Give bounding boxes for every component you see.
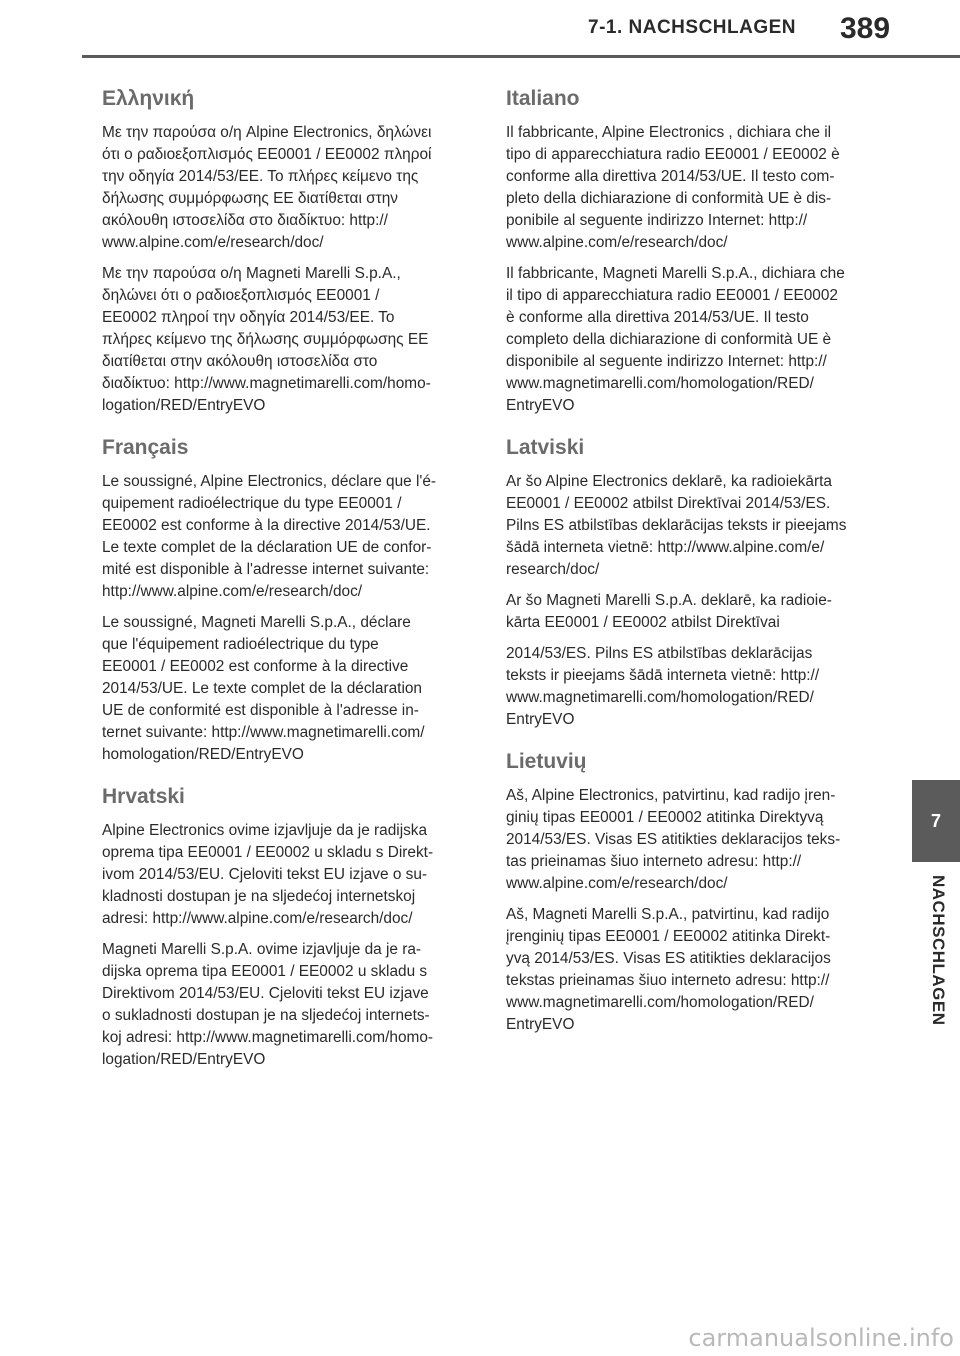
section-lithuanian: [506, 749, 870, 1036]
paragraph: 2014/53/ES. Pilns ES atbilstības deklarācijas teksts ir pieejams šādā interneta vietnē: http:// www.magnetimarelli.com/homologation/RED/ EntryEVO: [506, 645, 820, 728]
paragraph: Με την παρούσα ο/η Magneti Marelli S.p.A., δηλώνει ότι ο ραδιοεξοπλισμός EE0001 / EE0002 πληροί την οδηγία 2014/53/ΕΕ. Το πλήρες κείμενο της δήλωσης συμμόρφωσης ΕΕ διατίθεται στην ακόλουθη ιστοσελίδα στο διαδίκτυο: http://www.magnetimarelli.com/homo- logation/RED/EntryEVO: [102, 265, 431, 414]
section-heading: Latviski: [506, 436, 585, 459]
header-divider: [82, 55, 960, 58]
section-heading: Lietuvių: [506, 750, 587, 773]
paragraph: Alpine Electronics ovime izjavljuje da je radijska oprema tipa EE0001 / EE0002 u skladu s Direkt- ivom 2014/53/EU. Cjeloviti tekst EU izjave o su- kladnosti dostupan je na sljedećoj internetskoj adresi: http://www.alpine.com/e/research/doc/: [102, 822, 434, 927]
left-column: [102, 86, 466, 1089]
section-croatian: [102, 784, 466, 1071]
section-italian: [506, 86, 870, 417]
paragraph: Ar šo Alpine Electronics deklarē, ka radioiekārta EE0001 / EE0002 atbilst Direktīvai 2014/53/ES. Pilns ES atbilstības deklarācijas teksts ir pieejams šādā interneta vietnē: http://www.alpine.com/e/ research/doc/: [506, 473, 847, 578]
paragraph: Il fabbricante, Alpine Electronics , dichiara che il tipo di apparecchiatura radio EE0001 / EE0002 è conforme alla direttiva 2014/53/UE. Il testo com- pleto della dichiarazione di conformità UE è dis- ponibile al seguente indirizzo Internet: http:// www.alpine.com/e/research/doc/: [506, 124, 840, 251]
section-greek: [102, 86, 466, 417]
section-heading: Italiano: [506, 87, 580, 110]
section-heading: Français: [102, 436, 189, 459]
paragraph: Aš, Magneti Marelli S.p.A., patvirtinu, kad radijo įrenginių tipas EE0001 / EE0002 atitinka Direkt- yvą 2014/53/ES. Visas ES atitikties deklaracijos tekstas prieinamas šiuo interneto adresu: http:// www.magnetimarelli.com/homologation/RED/ EntryEVO: [506, 906, 831, 1033]
page-number: 389: [840, 12, 891, 45]
section-title: 7-1. NACHSCHLAGEN: [588, 17, 797, 38]
paragraph: Le soussigné, Alpine Electronics, déclare que l'é- quipement radioélectrique du type EE0001 / EE0002 est conforme à la directive 2014/53/UE. Le texte complet de la déclaration UE de confor- mité est disponible à l'adresse internet suivante: http://www.alpine.com/e/research/doc/: [102, 473, 437, 600]
watermark: carmanualsonline.info: [688, 1324, 954, 1352]
paragraph: Le soussigné, Magneti Marelli S.p.A., déclare que l'équipement radioélectrique du type EE0001 / EE0002 est conforme à la directive 2014/53/UE. Le texte complet de la déclaration UE de conformité est disponible à l'adresse in- ternet suivante: http://www.magnetimarelli.com/ homologation/RED/EntryEVO: [102, 614, 425, 763]
paragraph: Με την παρούσα ο/η Alpine Electronics, δηλώνει ότι ο ραδιοεξοπλισμός EE0001 / EE0002 πληροί την οδηγία 2014/53/ΕΕ. Το πλήρες κείμενο της δήλωσης συμμόρφωσης ΕΕ διατίθεται στην ακόλουθη ιστοσελίδα στο διαδίκτυο: http:// www.alpine.com/e/research/doc/: [102, 124, 432, 251]
section-heading: Hrvatski: [102, 785, 185, 808]
paragraph: Aš, Alpine Electronics, patvirtinu, kad radijo įren- ginių tipas EE0001 / EE0002 atitinka Direktyvą 2014/53/ES. Visas ES atitikties deklaracijos teks- tas prieinamas šiuo interneto adresu: http:// www.alpine.com/e/research/doc/: [506, 787, 841, 892]
paragraph: Il fabbricante, Magneti Marelli S.p.A., dichiara che il tipo di apparecchiatura radio EE0001 / EE0002 è conforme alla direttiva 2014/53/UE. Il testo completo della dichiarazione di conformità UE è disponibile al seguente indirizzo Internet: http:// www.magnetimarelli.com/homologation/RED/ EntryEVO: [506, 265, 845, 414]
chapter-label: NACHSCHLAGEN: [929, 875, 948, 1026]
chapter-tab: [912, 780, 960, 862]
section-latvian: [506, 435, 870, 731]
paragraph: Ar šo Magneti Marelli S.p.A. deklarē, ka radioie- kārta EE0001 / EE0002 atbilst Direktīvai: [506, 592, 832, 631]
right-column: [506, 86, 870, 1054]
section-heading: Ελληνική: [102, 87, 195, 110]
chapter-number: 7: [930, 810, 941, 831]
section-french: [102, 435, 466, 766]
paragraph: Magneti Marelli S.p.A. ovime izjavljuje da je ra- dijska oprema tipa EE0001 / EE0002 u skladu s Direktivom 2014/53/EU. Cjeloviti tekst EU izjave o sukladnosti dostupan je na sljedećoj internets- koj adresi: http://www.magnetimarelli.com/homo- logation/RED/EntryEVO: [102, 941, 434, 1068]
